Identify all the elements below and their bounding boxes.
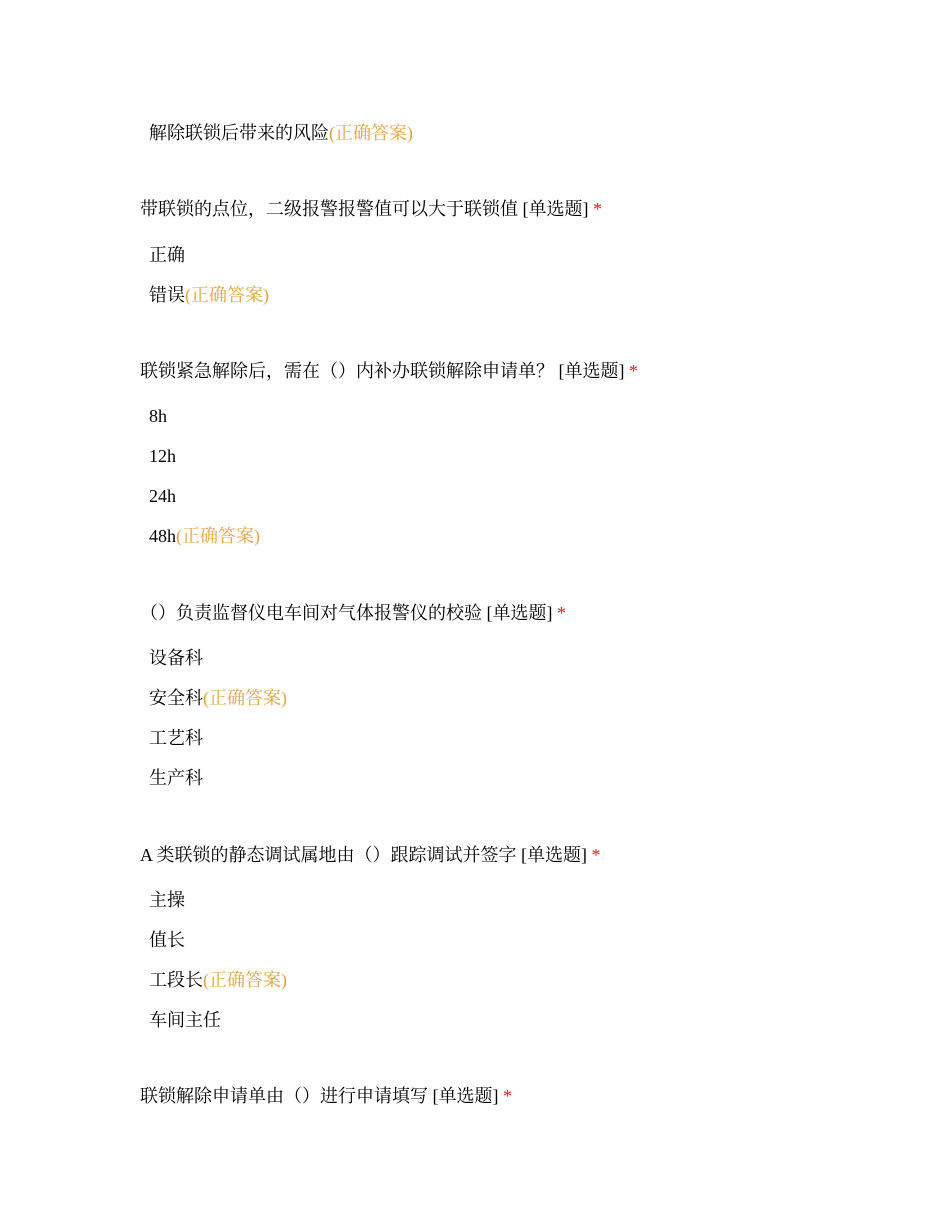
- question-text: 联锁解除申请单由（）进行申请填写: [140, 1086, 428, 1106]
- option-item[interactable]: [149, 646, 203, 670]
- option-label: 主操: [149, 890, 185, 910]
- question-type-tag: [单选题]: [432, 1086, 499, 1106]
- option-item[interactable]: [149, 243, 185, 267]
- option-label: 设备科: [149, 648, 203, 668]
- correct-answer-tag: (正确答案): [329, 123, 413, 143]
- option-item[interactable]: [149, 283, 269, 307]
- question-type-tag: [单选题]: [486, 603, 553, 623]
- option-label: 生产科: [149, 768, 203, 788]
- option-item[interactable]: [149, 968, 287, 992]
- question-title: [140, 601, 566, 625]
- option-label: 正确: [149, 245, 185, 265]
- question-text: A 类联锁的静态调试属地由（）跟踪调试并签字: [140, 845, 517, 865]
- option-item[interactable]: [149, 928, 185, 952]
- question-title: [140, 197, 602, 221]
- question-text: （）负责监督仪电车间对气体报警仪的校验: [140, 603, 482, 623]
- option-label: 解除联锁后带来的风险: [149, 123, 329, 143]
- option-label: 错误: [149, 285, 185, 305]
- option-label: 工艺科: [149, 728, 203, 748]
- correct-answer-tag: (正确答案): [185, 285, 269, 305]
- option-item[interactable]: [149, 484, 176, 508]
- correct-answer-tag: (正确答案): [203, 970, 287, 990]
- option-item[interactable]: [149, 524, 260, 548]
- option-item[interactable]: [149, 686, 287, 710]
- option-item[interactable]: [149, 888, 185, 912]
- option-item[interactable]: [149, 121, 413, 145]
- option-label: 车间主任: [149, 1010, 221, 1030]
- option-label: 安全科: [149, 688, 203, 708]
- question-text: 联锁紧急解除后，需在（）内补办联锁解除申请单？: [140, 361, 554, 381]
- option-label: 8h: [149, 406, 167, 426]
- correct-answer-tag: (正确答案): [176, 526, 260, 546]
- required-mark: *: [557, 603, 566, 623]
- question-text: 带联锁的点位，二级报警报警值可以大于联锁值: [140, 199, 518, 219]
- question-type-tag: [单选题]: [558, 361, 625, 381]
- required-mark: *: [593, 199, 602, 219]
- option-label: 48h: [149, 526, 176, 546]
- option-item[interactable]: [149, 444, 176, 468]
- option-label: 工段长: [149, 970, 203, 990]
- question-title: [140, 843, 601, 867]
- question-title: [140, 1084, 512, 1108]
- correct-answer-tag: (正确答案): [203, 688, 287, 708]
- option-item[interactable]: [149, 404, 167, 428]
- option-label: 12h: [149, 446, 176, 466]
- option-item[interactable]: [149, 726, 203, 750]
- option-item[interactable]: [149, 766, 203, 790]
- required-mark: *: [591, 845, 601, 865]
- option-item[interactable]: [149, 1008, 221, 1032]
- option-label: 值长: [149, 930, 185, 950]
- required-mark: *: [503, 1086, 512, 1106]
- question-type-tag: [单选题]: [521, 845, 588, 865]
- question-type-tag: [单选题]: [522, 199, 589, 219]
- required-mark: *: [629, 361, 638, 381]
- question-title: [140, 359, 638, 383]
- option-label: 24h: [149, 486, 176, 506]
